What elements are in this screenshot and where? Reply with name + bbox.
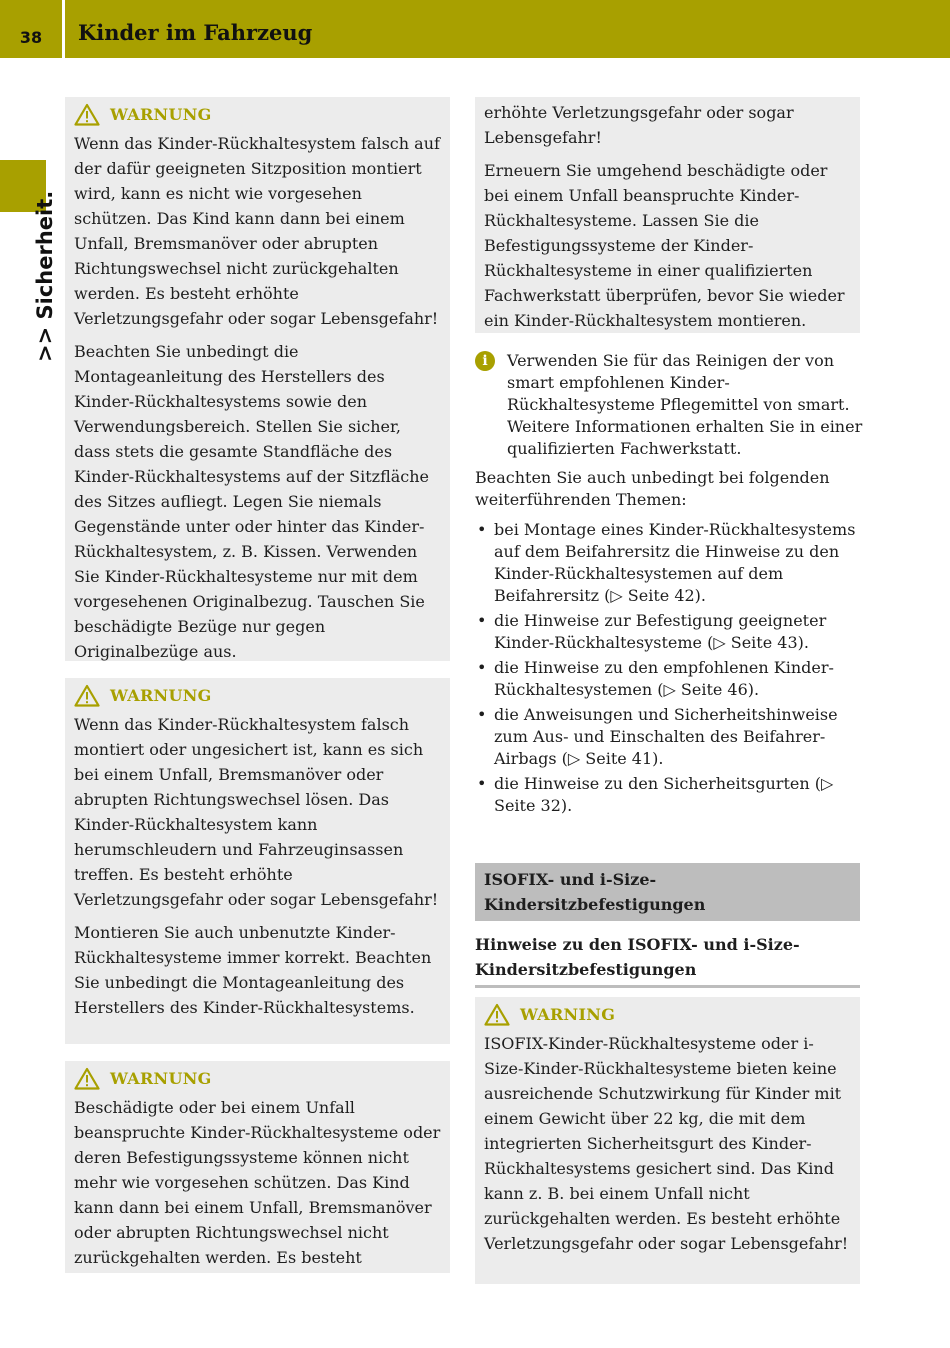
topic-list: [475, 519, 865, 820]
warning-title-text: WARNUNG: [110, 1069, 212, 1088]
warning-title-text: WARNUNG: [110, 105, 212, 124]
page-title: Kinder im Fahrzeug: [78, 20, 313, 45]
warning-title: [74, 681, 442, 710]
warning-paragraph: ISOFIX-Kinder-Rückhaltesysteme oder i-Size-Kinder-Rückhaltesysteme bieten keine ausreichende Schutzwirkung für Kinder mit einem Gewicht über 22 kg, die mit dem integrierten Sicherheitsgurt des Kinder-Rückhaltesystems gesichert sind. Das Kind kann z. B. bei einem Unfall nicht zurückgehalten werden. Es besteht erhöhte Verletzungsgefahr oder sogar Lebensgefahr!: [484, 1034, 849, 1253]
warning-triangle-icon: [484, 1003, 510, 1026]
warning-title: [484, 1000, 852, 1029]
intro-text: Beachten Sie auch unbedingt bei folgenden weiterführenden Themen:: [475, 468, 830, 509]
warning-paragraph: Wenn das Kinder-Rückhaltesystem falsch auf der dafür geeigneten Sitzposition montiert wird, kann es nicht wie vorgesehen schützen. Das Kind kann dann bei einem Unfall, Bremsmanöver oder abrupten Richtungswechsel nicht zurückgehalten werden. Es besteht erhöhte Verletzungsgefahr oder sogar Lebensgefahr!: [74, 134, 440, 328]
warning-triangle-icon: [74, 103, 100, 126]
warning-paragraph: Beachten Sie unbedingt die Montageanleitung des Herstellers des Kinder-Rückhaltesystems sowie den Verwendungsbereich. Stellen Sie sicher, dass stets die gesamte Standfläche des Kinder-Rückhaltesystems auf der Sitzfläche des Sitzes aufliegt. Legen Sie niemals Gegenstände unter oder hinter das Kinder-Rückhaltesystem, z. B. Kissen. Verwenden Sie Kinder-Rückhaltesysteme nur mit dem vorgesehenen Originalbezug. Tauschen Sie beschädigte Bezüge nur gegen Originalbezüge aus.: [74, 342, 430, 661]
warning-paragraph: Erneuern Sie umgehend beschädigte oder bei einem Unfall beanspruchte Kinder-Rückhaltesysteme. Lassen Sie die Befestigungssysteme der Kinder-Rückhaltesysteme in einer qualifizierten Fachwerkstatt überprüfen, bevor Sie wieder ein Kinder-Rückhaltesystem montieren.: [484, 161, 845, 330]
list-item: • die Hinweise zur Befestigung geeigneter Kinder-Rückhaltesysteme (▷ Seite 43).: [475, 610, 865, 654]
warning-title-text: WARNUNG: [110, 686, 212, 705]
header-divider: [62, 0, 65, 58]
list-item: • die Hinweise zu den Sicherheitsgurten (▷ Seite 32).: [475, 773, 865, 817]
warning-box-2: [65, 678, 450, 1044]
warning-paragraph: Wenn das Kinder-Rückhaltesystem falsch montiert oder ungesichert ist, kann es sich bei einem Unfall, Bremsmanöver oder abrupten Richtungswechsel lösen. Das Kinder-Rückhaltesystem kann herumschleudern und Fahrzeuginsassen treffen. Es besteht erhöhte Verletzungsgefahr oder sogar Lebensgefahr!: [74, 715, 439, 909]
list-item: • die Hinweise zu den empfohlenen Kinder-Rückhaltesystemen (▷ Seite 46).: [475, 657, 865, 701]
page-number: 38: [19, 28, 43, 47]
warning-triangle-icon: [74, 684, 100, 707]
warning-title-text: WARNING: [520, 1005, 616, 1024]
warning-paragraph: erhöhte Verletzungsgefahr oder sogar Lebensgefahr!: [484, 103, 794, 147]
warning-title: [74, 1064, 442, 1093]
info-note: [475, 350, 865, 460]
list-item: • die Anweisungen und Sicherheitshinweise zum Aus- und Einschalten des Beifahrer-Airbags (▷ Seite 41).: [475, 704, 865, 770]
info-icon: i: [475, 351, 495, 371]
warning-box-1: [65, 97, 450, 661]
warning-box-3: [65, 1061, 450, 1273]
warning-paragraph: Montieren Sie auch unbenutzte Kinder-Rückhaltesysteme immer korrekt. Beachten Sie unbedingt die Montageanleitung des Herstellers des Kinder-Rückhaltesystems.: [74, 923, 432, 1017]
warning-triangle-icon: [74, 1067, 100, 1090]
warning-box-continued: [475, 97, 860, 333]
warning-title: [74, 100, 442, 129]
list-item: • bei Montage eines Kinder-Rückhaltesystems auf dem Beifahrersitz die Hinweise zu den Kinder-Rückhaltesystemen auf dem Beifahrersitz (▷ Seite 42).: [475, 519, 865, 607]
side-tab-label: >> Sicherheit.: [33, 190, 57, 362]
section-heading: ISOFIX- und i-Size-Kindersitzbefestigungen: [475, 863, 860, 921]
subheading: Hinweise zu den ISOFIX- und i-Size-Kindersitzbefestigungen: [475, 932, 860, 988]
warning-paragraph: Beschädigte oder bei einem Unfall beanspruchte Kinder-Rückhaltesysteme oder deren Befestigungssysteme können nicht mehr wie vorgesehen schützen. Das Kind kann dann bei einem Unfall, Bremsmanöver oder abrupten Richtungswechsel nicht zurückgehalten werden. Es besteht: [74, 1098, 441, 1267]
info-text: Verwenden Sie für das Reinigen der von smart empfohlenen Kinder-Rückhaltesysteme Pflegemittel von smart. Weitere Informationen erhalten Sie in einer qualifizierten Fachwerkstatt.: [507, 351, 863, 458]
warning-box-4: [475, 997, 860, 1284]
